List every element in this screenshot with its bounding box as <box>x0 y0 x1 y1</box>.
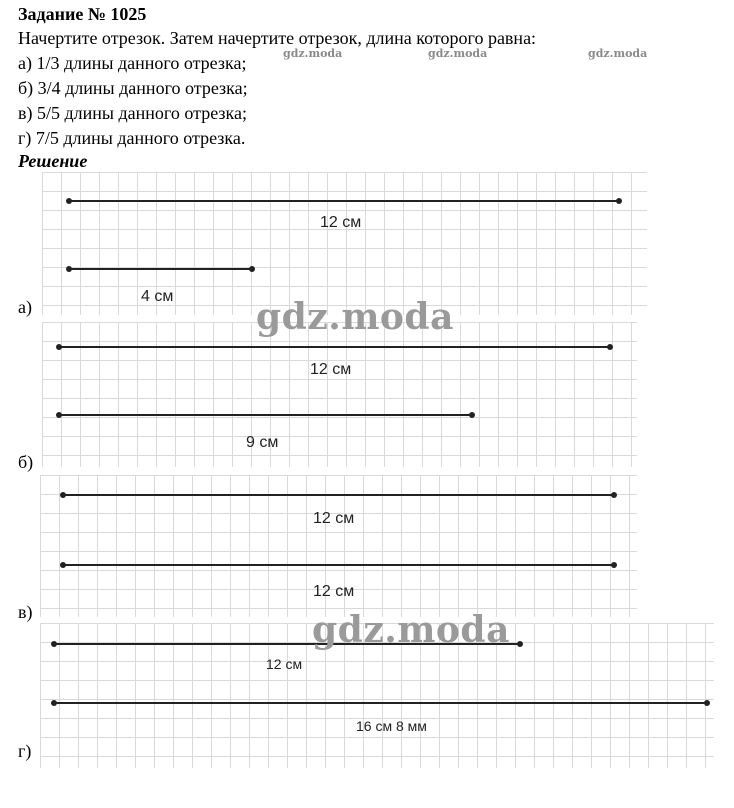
segment-b-given-label: 12 см <box>310 361 352 378</box>
solution-label: Решение <box>18 151 88 171</box>
segment-b-given-start-point <box>56 344 62 350</box>
segment-b-result <box>59 414 472 416</box>
segment-g-result-end-point <box>704 700 710 706</box>
segment-a-result-label: 4 см <box>141 288 174 305</box>
part-label-g: г) <box>18 741 32 761</box>
watermark-small-1: gdz.moda <box>283 47 343 60</box>
segment-v-result-label: 12 см <box>313 583 355 600</box>
segment-a-result <box>69 268 252 270</box>
segment-g-result-label: 16 см 8 мм <box>356 718 427 734</box>
segment-b-given-end-point <box>607 344 613 350</box>
segment-v-given-start-point <box>60 492 66 498</box>
segment-b-result-label: 9 см <box>246 434 279 451</box>
watermark-small-3: gdz.moda <box>588 47 648 60</box>
segment-v-given-label: 12 см <box>313 510 355 527</box>
segment-b-result-end-point <box>469 412 475 418</box>
segment-a-result-end-point <box>249 266 255 272</box>
grid-panel-a <box>42 172 647 315</box>
segment-a-result-start-point <box>66 266 72 272</box>
watermark-large-2: gdz.moda <box>312 609 510 651</box>
segment-b-given <box>59 346 610 348</box>
watermark-large-1: gdz.moda <box>256 296 454 338</box>
segment-v-result <box>63 564 614 566</box>
segment-a-given-end-point <box>616 198 622 204</box>
segment-g-given-end-point <box>517 641 523 647</box>
task-item-g: г) 7/5 длины данного отрезка. <box>18 128 246 148</box>
task-item-a: а) 1/3 длины данного отрезка; <box>18 53 247 73</box>
segment-a-given-start-point <box>66 198 72 204</box>
task-title: Задание № 1025 <box>18 4 147 24</box>
task-item-b: б) 3/4 длины данного отрезка; <box>18 78 248 98</box>
grid-panel-b <box>42 322 637 467</box>
task-statement: Начертите отрезок. Затем начертите отрезок, длина которого равна: <box>18 28 537 48</box>
segment-a-given <box>69 200 619 202</box>
segment-v-given-end-point <box>611 492 617 498</box>
segment-v-given <box>63 494 614 496</box>
segment-a-given-label: 12 см <box>320 214 362 231</box>
task-item-v: в) 5/5 длины данного отрезка; <box>18 103 247 123</box>
segment-v-result-end-point <box>611 562 617 568</box>
segment-b-result-start-point <box>56 412 62 418</box>
part-label-b: б) <box>18 452 34 472</box>
segment-g-result-start-point <box>51 700 57 706</box>
part-label-a: а) <box>18 297 32 317</box>
segment-g-given-label: 12 см <box>266 656 303 672</box>
segment-v-result-start-point <box>60 562 66 568</box>
part-label-v: в) <box>18 602 33 622</box>
segment-g-result <box>54 702 707 704</box>
watermark-small-2: gdz.moda <box>428 47 488 60</box>
segment-g-given-start-point <box>51 641 57 647</box>
